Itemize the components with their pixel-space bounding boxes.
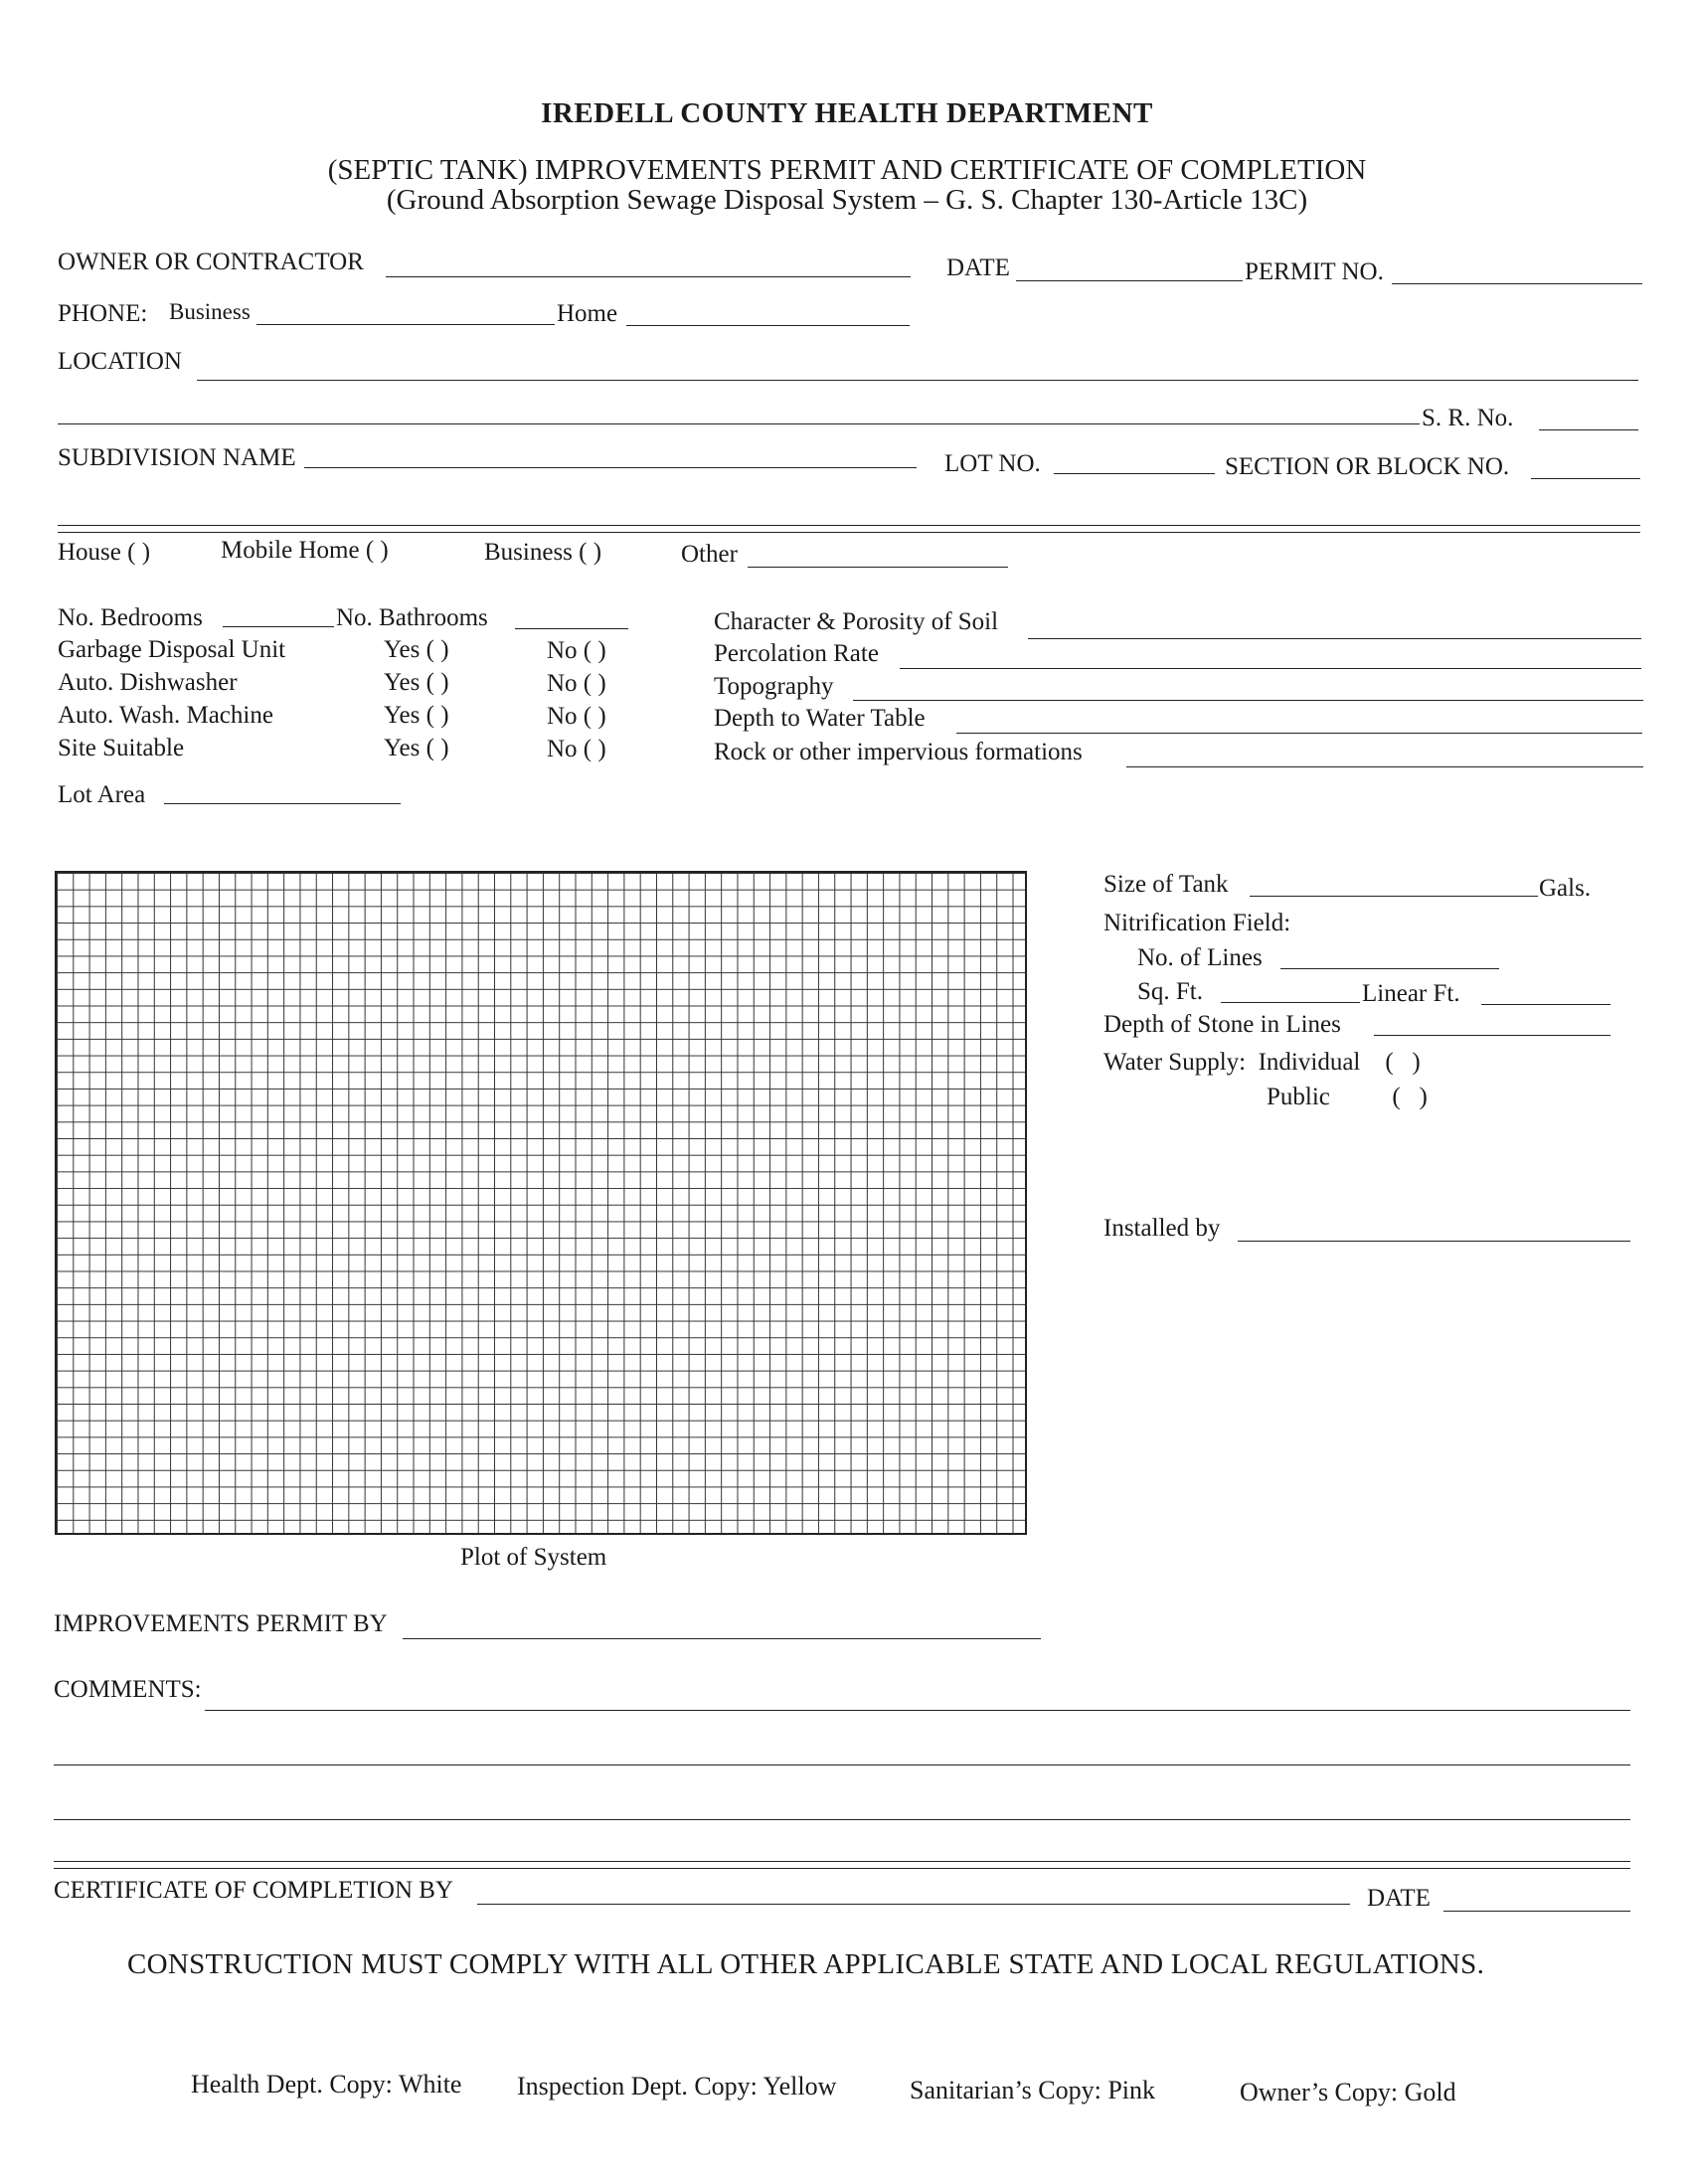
installed-by-field[interactable] xyxy=(1238,1241,1630,1242)
linear-ft-field[interactable] xyxy=(1481,1004,1610,1005)
linear-ft-label: Linear Ft. xyxy=(1362,980,1460,1007)
soil-character-label: Character & Porosity of Soil xyxy=(714,608,999,635)
sqft-field[interactable] xyxy=(1221,1002,1360,1003)
other-field[interactable] xyxy=(748,567,1008,568)
cert-date-label: DATE xyxy=(1367,1885,1431,1912)
tank-size-label: Size of Tank xyxy=(1103,871,1229,898)
topography-field[interactable] xyxy=(853,700,1643,701)
plot-grid[interactable] xyxy=(55,871,1027,1535)
water-table-field[interactable] xyxy=(956,733,1642,734)
site-suitable-no[interactable]: No ( ) xyxy=(547,736,606,762)
dishwasher-yes[interactable]: Yes ( ) xyxy=(384,669,449,696)
sqft-label: Sq. Ft. xyxy=(1137,978,1204,1005)
wash-machine-label: Auto. Wash. Machine xyxy=(58,702,273,729)
business-phone-field[interactable] xyxy=(256,324,555,325)
percolation-field[interactable] xyxy=(900,668,1641,669)
comments-field-3[interactable] xyxy=(54,1819,1630,1820)
water-supply-individual[interactable]: Water Supply: Individual ( ) xyxy=(1103,1049,1421,1076)
business-phone-label: Business xyxy=(169,299,251,324)
site-suitable-label: Site Suitable xyxy=(58,735,185,761)
mobile-home-checkbox[interactable]: Mobile Home ( ) xyxy=(221,537,389,564)
water-supply-public[interactable]: Public ( ) xyxy=(1267,1084,1428,1110)
other-label: Other xyxy=(681,541,738,568)
divider xyxy=(54,1868,1630,1869)
bathrooms-label: No. Bathrooms xyxy=(336,604,488,631)
copy-sanitarian: Sanitarian’s Copy: Pink xyxy=(910,2076,1155,2104)
copy-inspection: Inspection Dept. Copy: Yellow xyxy=(517,2072,837,2100)
wash-machine-yes[interactable]: Yes ( ) xyxy=(384,702,449,729)
water-table-label: Depth to Water Table xyxy=(714,705,926,732)
rock-field[interactable] xyxy=(1126,766,1643,767)
permit-by-label: IMPROVEMENTS PERMIT BY xyxy=(54,1610,388,1637)
plot-caption: Plot of System xyxy=(460,1544,607,1571)
comments-field-2[interactable] xyxy=(54,1764,1630,1765)
section-block-field[interactable] xyxy=(1531,478,1640,479)
bedrooms-label: No. Bedrooms xyxy=(58,604,203,631)
bedrooms-field[interactable] xyxy=(223,626,334,627)
dishwasher-label: Auto. Dishwasher xyxy=(58,669,238,696)
business-checkbox[interactable]: Business ( ) xyxy=(484,539,602,566)
permit-no-label: PERMIT NO. xyxy=(1245,258,1384,285)
sr-no-label: S. R. No. xyxy=(1422,405,1514,431)
compliance-notice: CONSTRUCTION MUST COMPLY WITH ALL OTHER APPLICABLE STATE AND LOCAL REGULATIONS. xyxy=(127,1948,1485,1980)
lot-no-label: LOT NO. xyxy=(944,450,1041,477)
lines-label: No. of Lines xyxy=(1137,944,1263,971)
cert-date-field[interactable] xyxy=(1443,1911,1630,1912)
lines-field[interactable] xyxy=(1280,968,1499,969)
date-field[interactable] xyxy=(1016,280,1243,281)
sr-no-field[interactable] xyxy=(1539,429,1638,430)
subdivision-field[interactable] xyxy=(304,467,917,468)
percolation-label: Percolation Rate xyxy=(714,640,879,667)
location-label: LOCATION xyxy=(58,348,182,375)
location-field[interactable] xyxy=(197,380,1638,381)
lot-area-label: Lot Area xyxy=(58,781,146,808)
stone-depth-label: Depth of Stone in Lines xyxy=(1103,1011,1341,1038)
tank-size-field[interactable] xyxy=(1250,896,1538,897)
form-subtitle: (Ground Absorption Sewage Disposal System – G. S. Chapter 130-Article 13C) xyxy=(386,184,1308,216)
soil-character-field[interactable] xyxy=(1028,638,1641,639)
garbage-disposal-yes[interactable]: Yes ( ) xyxy=(384,636,449,663)
comments-field[interactable] xyxy=(205,1710,1630,1711)
bathrooms-field[interactable] xyxy=(515,628,628,629)
wash-machine-no[interactable]: No ( ) xyxy=(547,703,606,730)
form-title: (SEPTIC TANK) IMPROVEMENTS PERMIT AND CERTIFICATE OF COMPLETION xyxy=(327,154,1367,186)
lot-area-field[interactable] xyxy=(164,803,401,804)
owner-label: OWNER OR CONTRACTOR xyxy=(58,249,364,275)
location-field-2[interactable] xyxy=(58,423,1420,424)
owner-field[interactable] xyxy=(386,276,911,277)
lot-no-field[interactable] xyxy=(1054,473,1215,474)
site-suitable-yes[interactable]: Yes ( ) xyxy=(384,735,449,761)
dishwasher-no[interactable]: No ( ) xyxy=(547,670,606,697)
home-phone-field[interactable] xyxy=(626,325,910,326)
garbage-disposal-no[interactable]: No ( ) xyxy=(547,637,606,664)
divider xyxy=(58,532,1640,533)
date-label: DATE xyxy=(946,254,1010,281)
phone-label: PHONE: xyxy=(58,300,148,327)
rock-label: Rock or other impervious formations xyxy=(714,739,1083,765)
copy-owner: Owner’s Copy: Gold xyxy=(1240,2078,1456,2106)
topography-label: Topography xyxy=(714,673,834,700)
department-heading: IREDELL COUNTY HEALTH DEPARTMENT xyxy=(541,97,1153,129)
house-checkbox[interactable]: House ( ) xyxy=(58,539,151,566)
gals-label: Gals. xyxy=(1539,875,1592,902)
section-block-label: SECTION OR BLOCK NO. xyxy=(1225,453,1510,480)
garbage-disposal-label: Garbage Disposal Unit xyxy=(58,636,286,663)
certificate-by-field[interactable] xyxy=(477,1904,1350,1905)
permit-by-field[interactable] xyxy=(403,1638,1041,1639)
divider xyxy=(58,525,1640,526)
permit-no-field[interactable] xyxy=(1392,283,1642,284)
certificate-by-label: CERTIFICATE OF COMPLETION BY xyxy=(54,1877,453,1904)
comments-label: COMMENTS: xyxy=(54,1676,202,1703)
installed-by-label: Installed by xyxy=(1103,1215,1221,1242)
subdivision-label: SUBDIVISION NAME xyxy=(58,444,296,471)
divider xyxy=(54,1861,1630,1862)
nitrification-label: Nitrification Field: xyxy=(1103,910,1291,936)
stone-depth-field[interactable] xyxy=(1374,1035,1610,1036)
copy-health: Health Dept. Copy: White xyxy=(191,2070,462,2099)
home-phone-label: Home xyxy=(557,300,618,327)
